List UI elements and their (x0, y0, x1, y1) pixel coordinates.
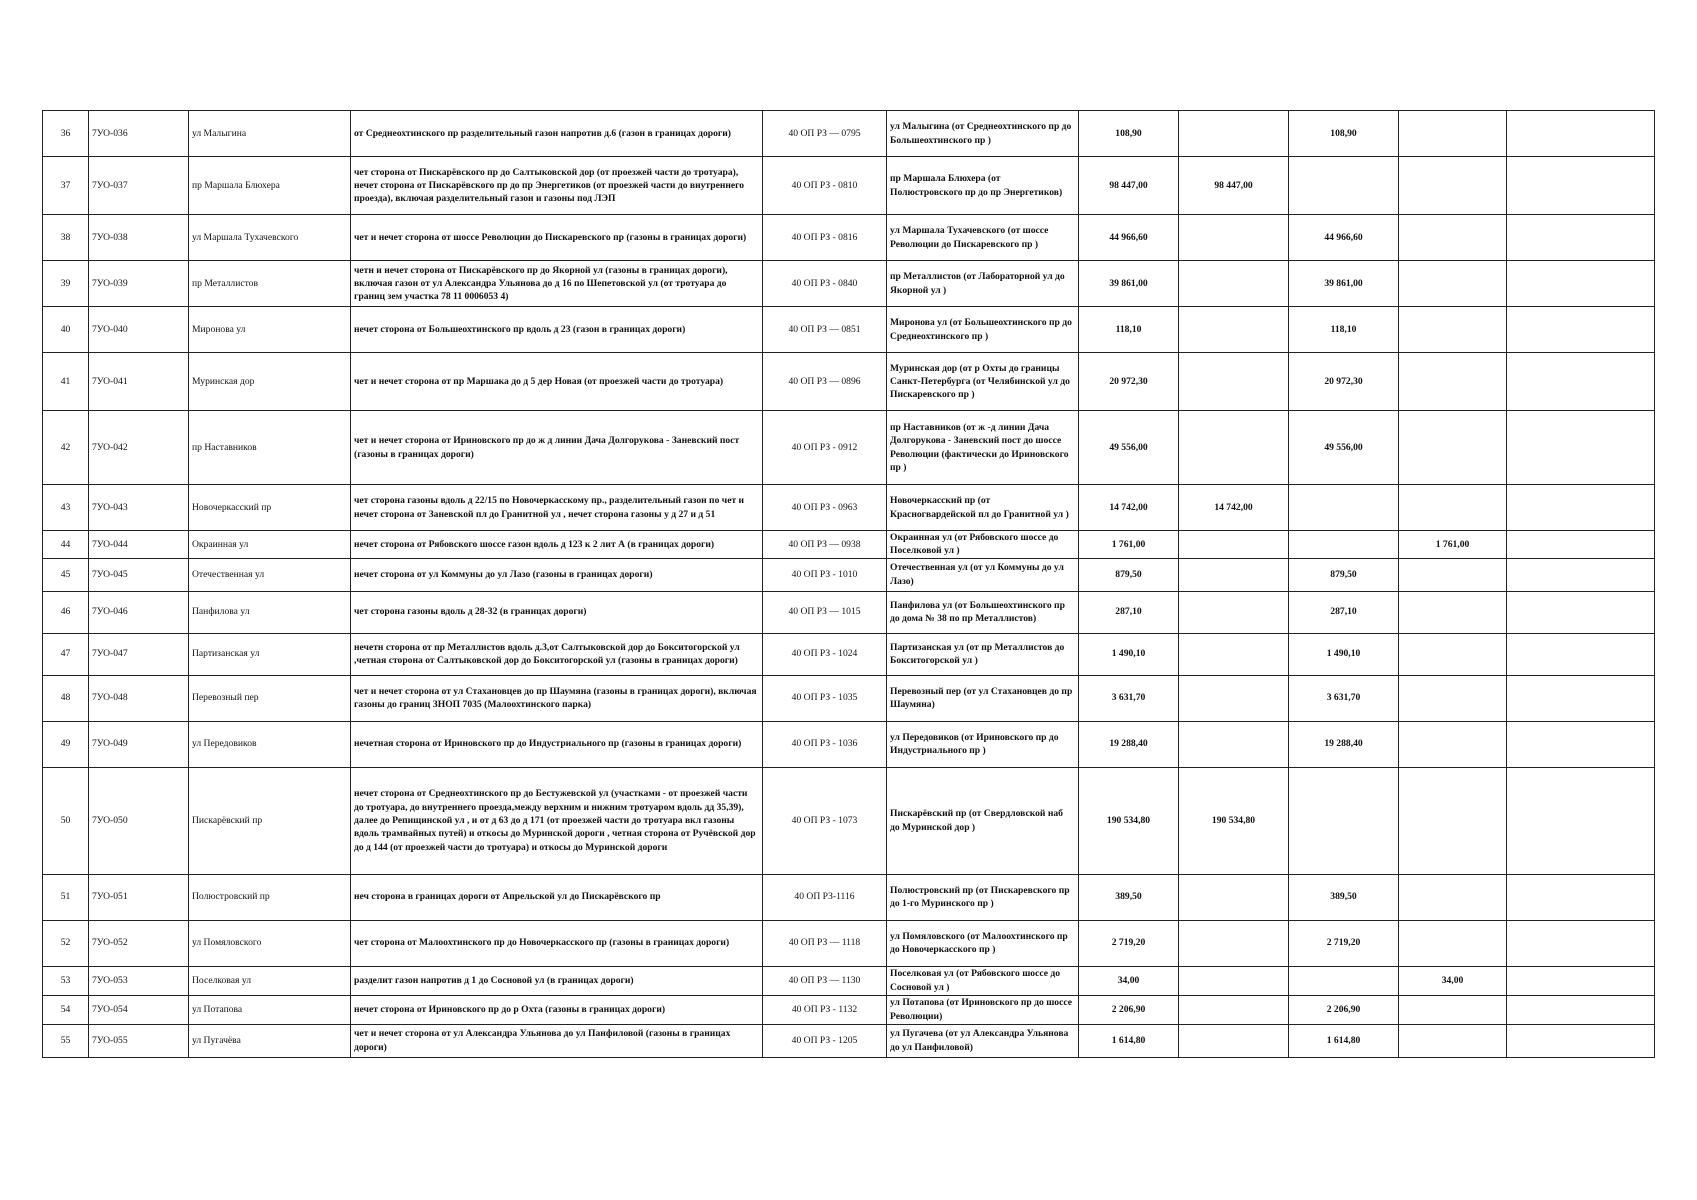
area-description-cell: нечетн сторона от пр Металлистов вдоль д.3,от Салтыковской дор до Бокситогорской ул ,четная сторона от Салтыковской дор до Бокситогорской ул (газоны в границах дороги) (351, 633, 763, 675)
object-code-cell: 7УО-046 (89, 591, 189, 633)
area-col-4-cell (1507, 558, 1655, 591)
area-description-cell: нечет сторона от Рябовского шоссе газон вдоль д 123 к 2 лит А (в границах дороги) (351, 531, 763, 559)
road-id-cell: 40 ОП РЗ — 0851 (763, 307, 887, 353)
area-col-2-cell: 1 490,10 (1289, 633, 1399, 675)
total-area-cell: 879,50 (1079, 558, 1179, 591)
road-name-cell: ул Маршала Тухачевского (от шоссе Революции до Пискаревского пр ) (887, 215, 1079, 261)
area-col-2-cell: 49 556,00 (1289, 411, 1399, 485)
area-col-4-cell (1507, 874, 1655, 920)
road-id-cell: 40 ОП РЗ - 1132 (763, 995, 887, 1024)
area-description-cell: чет и нечет сторона от пр Маршака до д 5 дер Новая (от проезжей части до тротуара) (351, 353, 763, 411)
table-body (43, 111, 1655, 1058)
area-col-3-cell (1399, 558, 1507, 591)
area-col-3-cell (1399, 920, 1507, 966)
table-row (43, 485, 1655, 531)
object-code-cell: 7УО-054 (89, 995, 189, 1024)
total-area-cell: 1 761,00 (1079, 531, 1179, 559)
object-code-cell: 7УО-053 (89, 966, 189, 995)
road-id-cell: 40 ОП РЗ — 1130 (763, 966, 887, 995)
area-col-4-cell (1507, 966, 1655, 995)
road-id-cell: 40 ОП РЗ - 0810 (763, 157, 887, 215)
row-number-cell: 48 (43, 675, 89, 721)
area-col-3-cell (1399, 485, 1507, 531)
area-col-3-cell (1399, 995, 1507, 1024)
road-id-cell: 40 ОП РЗ - 0912 (763, 411, 887, 485)
row-number-cell: 38 (43, 215, 89, 261)
area-col-2-cell: 287,10 (1289, 591, 1399, 633)
road-id-cell: 40 ОП РЗ — 0938 (763, 531, 887, 559)
area-col-2-cell: 2 206,90 (1289, 995, 1399, 1024)
street-name-cell: Перевозный пер (189, 675, 351, 721)
road-id-cell: 40 ОП РЗ - 0816 (763, 215, 887, 261)
area-col-4-cell (1507, 767, 1655, 874)
object-code-cell: 7УО-049 (89, 721, 189, 767)
area-col-2-cell: 879,50 (1289, 558, 1399, 591)
road-name-cell: пр Металлистов (от Лабораторной ул до Якорной ул ) (887, 261, 1079, 307)
area-col-1-cell (1179, 411, 1289, 485)
total-area-cell: 49 556,00 (1079, 411, 1179, 485)
area-col-3-cell (1399, 215, 1507, 261)
street-name-cell: Окраинная ул (189, 531, 351, 559)
area-col-3-cell: 1 761,00 (1399, 531, 1507, 559)
object-code-cell: 7УО-044 (89, 531, 189, 559)
street-name-cell: Поселковая ул (189, 966, 351, 995)
street-name-cell: ул Помяловского (189, 920, 351, 966)
area-col-1-cell (1179, 215, 1289, 261)
total-area-cell: 39 861,00 (1079, 261, 1179, 307)
area-col-1-cell (1179, 721, 1289, 767)
street-name-cell: пр Маршала Блюхера (189, 157, 351, 215)
road-id-cell: 40 ОП РЗ - 1205 (763, 1024, 887, 1057)
area-col-4-cell (1507, 215, 1655, 261)
road-name-cell: ул Малыгина (от Среднеохтинского пр до Большеохтинского пр ) (887, 111, 1079, 157)
area-col-1-cell (1179, 995, 1289, 1024)
street-name-cell: пр Металлистов (189, 261, 351, 307)
table-row (43, 558, 1655, 591)
object-code-cell: 7УО-043 (89, 485, 189, 531)
area-col-3-cell (1399, 411, 1507, 485)
road-name-cell: Поселковая ул (от Рябовского шоссе до Сосновой ул ) (887, 966, 1079, 995)
table-row (43, 215, 1655, 261)
area-col-2-cell: 108,90 (1289, 111, 1399, 157)
total-area-cell: 3 631,70 (1079, 675, 1179, 721)
area-description-cell: нечет сторона от Ириновского пр до р Охта (газоны в границах дороги) (351, 995, 763, 1024)
area-col-1-cell: 98 447,00 (1179, 157, 1289, 215)
total-area-cell: 190 534,80 (1079, 767, 1179, 874)
area-description-cell: от Среднеохтинского пр разделительный газон напротив д.6 (газон в границах дороги) (351, 111, 763, 157)
row-number-cell: 45 (43, 558, 89, 591)
road-id-cell: 40 ОП РЗ - 1035 (763, 675, 887, 721)
table-row (43, 157, 1655, 215)
road-id-cell: 40 ОП РЗ — 0795 (763, 111, 887, 157)
total-area-cell: 108,90 (1079, 111, 1179, 157)
road-id-cell: 40 ОП РЗ - 0840 (763, 261, 887, 307)
object-code-cell: 7УО-047 (89, 633, 189, 675)
area-col-4-cell (1507, 591, 1655, 633)
road-name-cell: Полюстровский пр (от Пискаревского пр до 1-го Муринского пр ) (887, 874, 1079, 920)
area-col-2-cell: 39 861,00 (1289, 261, 1399, 307)
area-col-4-cell (1507, 485, 1655, 531)
street-name-cell: Отечественная ул (189, 558, 351, 591)
road-name-cell: Перевозный пер (от ул Стахановцев до пр Шаумяна) (887, 675, 1079, 721)
row-number-cell: 50 (43, 767, 89, 874)
street-name-cell: Полюстровский пр (189, 874, 351, 920)
area-col-2-cell (1289, 767, 1399, 874)
area-col-1-cell (1179, 675, 1289, 721)
area-col-4-cell (1507, 261, 1655, 307)
street-name-cell: ул Передовиков (189, 721, 351, 767)
row-number-cell: 43 (43, 485, 89, 531)
area-col-3-cell (1399, 591, 1507, 633)
object-code-cell: 7УО-051 (89, 874, 189, 920)
table-row (43, 633, 1655, 675)
total-area-cell: 1 490,10 (1079, 633, 1179, 675)
area-col-2-cell: 19 288,40 (1289, 721, 1399, 767)
total-area-cell: 98 447,00 (1079, 157, 1179, 215)
area-col-1-cell (1179, 1024, 1289, 1057)
area-col-3-cell (1399, 874, 1507, 920)
row-number-cell: 36 (43, 111, 89, 157)
row-number-cell: 41 (43, 353, 89, 411)
area-col-4-cell (1507, 157, 1655, 215)
object-code-cell: 7УО-038 (89, 215, 189, 261)
total-area-cell: 389,50 (1079, 874, 1179, 920)
row-number-cell: 53 (43, 966, 89, 995)
object-code-cell: 7УО-050 (89, 767, 189, 874)
road-id-cell: 40 ОП РЗ - 1073 (763, 767, 887, 874)
table-row (43, 591, 1655, 633)
road-id-cell: 40 ОП РЗ — 1015 (763, 591, 887, 633)
table-row (43, 1024, 1655, 1057)
table-row (43, 353, 1655, 411)
area-col-4-cell (1507, 531, 1655, 559)
road-id-cell: 40 ОП РЗ — 1118 (763, 920, 887, 966)
area-col-1-cell (1179, 966, 1289, 995)
area-col-3-cell (1399, 1024, 1507, 1057)
object-code-cell: 7УО-040 (89, 307, 189, 353)
street-name-cell: ул Пугачёва (189, 1024, 351, 1057)
table-row (43, 111, 1655, 157)
table-row (43, 721, 1655, 767)
table-row (43, 411, 1655, 485)
area-col-1-cell (1179, 633, 1289, 675)
road-name-cell: ул Потапова (от Ириновского пр до шоссе Революции) (887, 995, 1079, 1024)
area-col-3-cell (1399, 721, 1507, 767)
total-area-cell: 287,10 (1079, 591, 1179, 633)
area-col-2-cell: 3 631,70 (1289, 675, 1399, 721)
area-col-1-cell: 190 534,80 (1179, 767, 1289, 874)
row-number-cell: 49 (43, 721, 89, 767)
area-description-cell: нечет сторона от Большеохтинского пр вдоль д 23 (газон в границах дороги) (351, 307, 763, 353)
road-name-cell: Отечественная ул (от ул Коммуны до ул Лазо) (887, 558, 1079, 591)
area-col-4-cell (1507, 920, 1655, 966)
area-col-2-cell (1289, 485, 1399, 531)
area-col-3-cell (1399, 307, 1507, 353)
area-col-4-cell (1507, 721, 1655, 767)
area-col-1-cell (1179, 874, 1289, 920)
area-col-2-cell (1289, 966, 1399, 995)
area-col-2-cell (1289, 531, 1399, 559)
area-description-cell: чет и нечет сторона от Ириновского пр до ж д линии Дача Долгорукова - Заневский пост (газоны в границах дороги) (351, 411, 763, 485)
area-description-cell: чет сторона от Малоохтинского пр до Новочеркасского пр (газоны в границах дороги) (351, 920, 763, 966)
area-col-2-cell: 20 972,30 (1289, 353, 1399, 411)
table-row (43, 920, 1655, 966)
area-col-1-cell (1179, 591, 1289, 633)
object-code-cell: 7УО-052 (89, 920, 189, 966)
row-number-cell: 44 (43, 531, 89, 559)
area-description-cell: чет сторона газоны вдоль д 28-32 (в границах дороги) (351, 591, 763, 633)
road-name-cell: Новочеркасский пр (от Красногвардейской пл до Гранитной ул ) (887, 485, 1079, 531)
area-col-4-cell (1507, 411, 1655, 485)
area-col-3-cell (1399, 111, 1507, 157)
object-code-cell: 7УО-041 (89, 353, 189, 411)
area-col-1-cell (1179, 307, 1289, 353)
total-area-cell: 118,10 (1079, 307, 1179, 353)
table-row (43, 261, 1655, 307)
total-area-cell: 34,00 (1079, 966, 1179, 995)
total-area-cell: 2 719,20 (1079, 920, 1179, 966)
road-id-cell: 40 ОП РЗ-1116 (763, 874, 887, 920)
area-col-2-cell: 44 966,60 (1289, 215, 1399, 261)
table-row (43, 675, 1655, 721)
street-name-cell: Партизанская ул (189, 633, 351, 675)
area-col-3-cell (1399, 353, 1507, 411)
table-row (43, 874, 1655, 920)
area-description-cell: нечетная сторона от Ириновского пр до Индустриального пр (газоны в границах дороги) (351, 721, 763, 767)
area-description-cell: чет сторона газоны вдоль д 22/15 по Новочеркасскому пр., разделительный газон по чет и нечет сторона от Заневской пл до Гранитной ул , нечет сторона газоны у д 27 и д 51 (351, 485, 763, 531)
area-col-3-cell (1399, 675, 1507, 721)
row-number-cell: 39 (43, 261, 89, 307)
area-col-1-cell (1179, 111, 1289, 157)
road-id-cell: 40 ОП РЗ — 0896 (763, 353, 887, 411)
object-code-cell: 7УО-036 (89, 111, 189, 157)
row-number-cell: 37 (43, 157, 89, 215)
total-area-cell: 44 966,60 (1079, 215, 1179, 261)
road-name-cell: ул Передовиков (от Ириновского пр до Индустриального пр ) (887, 721, 1079, 767)
area-description-cell: чет сторона от Пискарёвского пр до Салтыковской дор (от проезжей части до тротуара), нечет сторона от Пискарёвского пр до пр Энергетиков (от проезжей части до внутреннего проезда), включая разделительный газон и газоны под ЛЭП (351, 157, 763, 215)
object-code-cell: 7УО-048 (89, 675, 189, 721)
street-name-cell: ул Малыгина (189, 111, 351, 157)
area-col-1-cell (1179, 261, 1289, 307)
road-name-cell: Пискарёвский пр (от Свердловской наб до Муринской дор ) (887, 767, 1079, 874)
area-col-2-cell: 2 719,20 (1289, 920, 1399, 966)
street-name-cell: ул Потапова (189, 995, 351, 1024)
row-number-cell: 51 (43, 874, 89, 920)
object-code-cell: 7УО-055 (89, 1024, 189, 1057)
area-col-4-cell (1507, 1024, 1655, 1057)
road-name-cell: Муринская дор (от р Охты до границы Санкт-Петербурга (от Челябинской ул до Пискаревского пр ) (887, 353, 1079, 411)
area-col-2-cell (1289, 157, 1399, 215)
street-name-cell: ул Маршала Тухачевского (189, 215, 351, 261)
total-area-cell: 2 206,90 (1079, 995, 1179, 1024)
row-number-cell: 42 (43, 411, 89, 485)
row-number-cell: 54 (43, 995, 89, 1024)
area-col-3-cell (1399, 157, 1507, 215)
road-id-cell: 40 ОП РЗ - 1010 (763, 558, 887, 591)
area-description-cell: четн и нечет сторона от Пискарёвского пр до Якорной ул (газоны в границах дороги), включая газон от ул Александра Ульянова до д 16 по Шепетовской ул (от тротуара до границ зем участка 78 11 0006053 4) (351, 261, 763, 307)
object-code-cell: 7УО-039 (89, 261, 189, 307)
area-col-1-cell (1179, 920, 1289, 966)
area-col-4-cell (1507, 995, 1655, 1024)
area-description-cell: чет и нечет сторона от шоссе Революции до Пискаревского пр (газоны в границах дороги) (351, 215, 763, 261)
area-col-1-cell: 14 742,00 (1179, 485, 1289, 531)
row-number-cell: 46 (43, 591, 89, 633)
road-name-cell: Миронова ул (от Большеохтинского пр до Среднеохтинского пр ) (887, 307, 1079, 353)
area-col-3-cell (1399, 261, 1507, 307)
table-row (43, 767, 1655, 874)
total-area-cell: 19 288,40 (1079, 721, 1179, 767)
street-name-cell: Пискарёвский пр (189, 767, 351, 874)
row-number-cell: 55 (43, 1024, 89, 1057)
total-area-cell: 14 742,00 (1079, 485, 1179, 531)
road-name-cell: пр Наставников (от ж -д линии Дача Долгорукова - Заневский пост до шоссе Революции (фактически до Ириновского пр ) (887, 411, 1079, 485)
road-name-cell: Окраинная ул (от Рябовского шоссе до Поселковой ул ) (887, 531, 1079, 559)
total-area-cell: 20 972,30 (1079, 353, 1179, 411)
road-name-cell: ул Помяловского (от Малоохтинского пр до Новочеркасского пр ) (887, 920, 1079, 966)
area-col-1-cell (1179, 353, 1289, 411)
street-name-cell: Панфилова ул (189, 591, 351, 633)
area-col-3-cell (1399, 767, 1507, 874)
table-row (43, 995, 1655, 1024)
row-number-cell: 47 (43, 633, 89, 675)
road-id-cell: 40 ОП РЗ - 1024 (763, 633, 887, 675)
area-col-1-cell (1179, 531, 1289, 559)
total-area-cell: 1 614,80 (1079, 1024, 1179, 1057)
object-code-cell: 7УО-045 (89, 558, 189, 591)
row-number-cell: 52 (43, 920, 89, 966)
area-col-3-cell (1399, 633, 1507, 675)
area-col-4-cell (1507, 353, 1655, 411)
area-description-cell: неч сторона в границах дороги от Апрельской ул до Пискарёвского пр (351, 874, 763, 920)
area-description-cell: чет и нечет сторона от ул Стахановцев до пр Шаумяна (газоны в границах дороги), включая газоны до границ ЗНОП 7035 (Малоохтинского парка) (351, 675, 763, 721)
area-col-1-cell (1179, 558, 1289, 591)
roads-greenery-table (42, 110, 1655, 1058)
object-code-cell: 7УО-037 (89, 157, 189, 215)
road-name-cell: Партизанская ул (от пр Металлистов до Бокситогорской ул ) (887, 633, 1079, 675)
area-col-3-cell: 34,00 (1399, 966, 1507, 995)
table-row (43, 966, 1655, 995)
area-col-4-cell (1507, 675, 1655, 721)
road-id-cell: 40 ОП РЗ - 1036 (763, 721, 887, 767)
area-col-2-cell: 1 614,80 (1289, 1024, 1399, 1057)
road-name-cell: ул Пугачева (от ул Александра Ульянова до ул Панфиловой) (887, 1024, 1079, 1057)
object-code-cell: 7УО-042 (89, 411, 189, 485)
table-row (43, 307, 1655, 353)
road-name-cell: пр Маршала Блюхера (от Полюстровского пр до пр Энергетиков) (887, 157, 1079, 215)
street-name-cell: Миронова ул (189, 307, 351, 353)
area-description-cell: чет и нечет сторона от ул Александра Ульянова до ул Панфиловой (газоны в границах дороги) (351, 1024, 763, 1057)
road-id-cell: 40 ОП РЗ - 0963 (763, 485, 887, 531)
document-sheet (42, 110, 1654, 1058)
street-name-cell: Муринская дор (189, 353, 351, 411)
area-col-2-cell: 118,10 (1289, 307, 1399, 353)
area-col-4-cell (1507, 633, 1655, 675)
street-name-cell: Новочеркасский пр (189, 485, 351, 531)
area-description-cell: нечет сторона от Среднеохтинского пр до Бестужевской ул (участками - от проезжей части до тротуара, до внутреннего проезда,между верхним и нижним тротуаром вдоль дд 35,39), далее до Репищинской ул , и от д 63 до д 171 (от проезжей части до тротуара вкл газоны вдоль трамвайных путей) и откосы до Муринской дороги , четная сторона от Ручёвской дор до д 144 (от проезжей части до тротуара) и откосы до Муринской дороги (351, 767, 763, 874)
row-number-cell: 40 (43, 307, 89, 353)
table-row (43, 531, 1655, 559)
road-name-cell: Панфилова ул (от Большеохтинского пр до дома № 38 по пр Металлистов) (887, 591, 1079, 633)
area-col-4-cell (1507, 111, 1655, 157)
area-col-4-cell (1507, 307, 1655, 353)
street-name-cell: пр Наставников (189, 411, 351, 485)
area-description-cell: нечет сторона от ул Коммуны до ул Лазо (газоны в границах дороги) (351, 558, 763, 591)
area-col-2-cell: 389,50 (1289, 874, 1399, 920)
area-description-cell: разделит газон напротив д 1 до Сосновой ул (в границах дороги) (351, 966, 763, 995)
